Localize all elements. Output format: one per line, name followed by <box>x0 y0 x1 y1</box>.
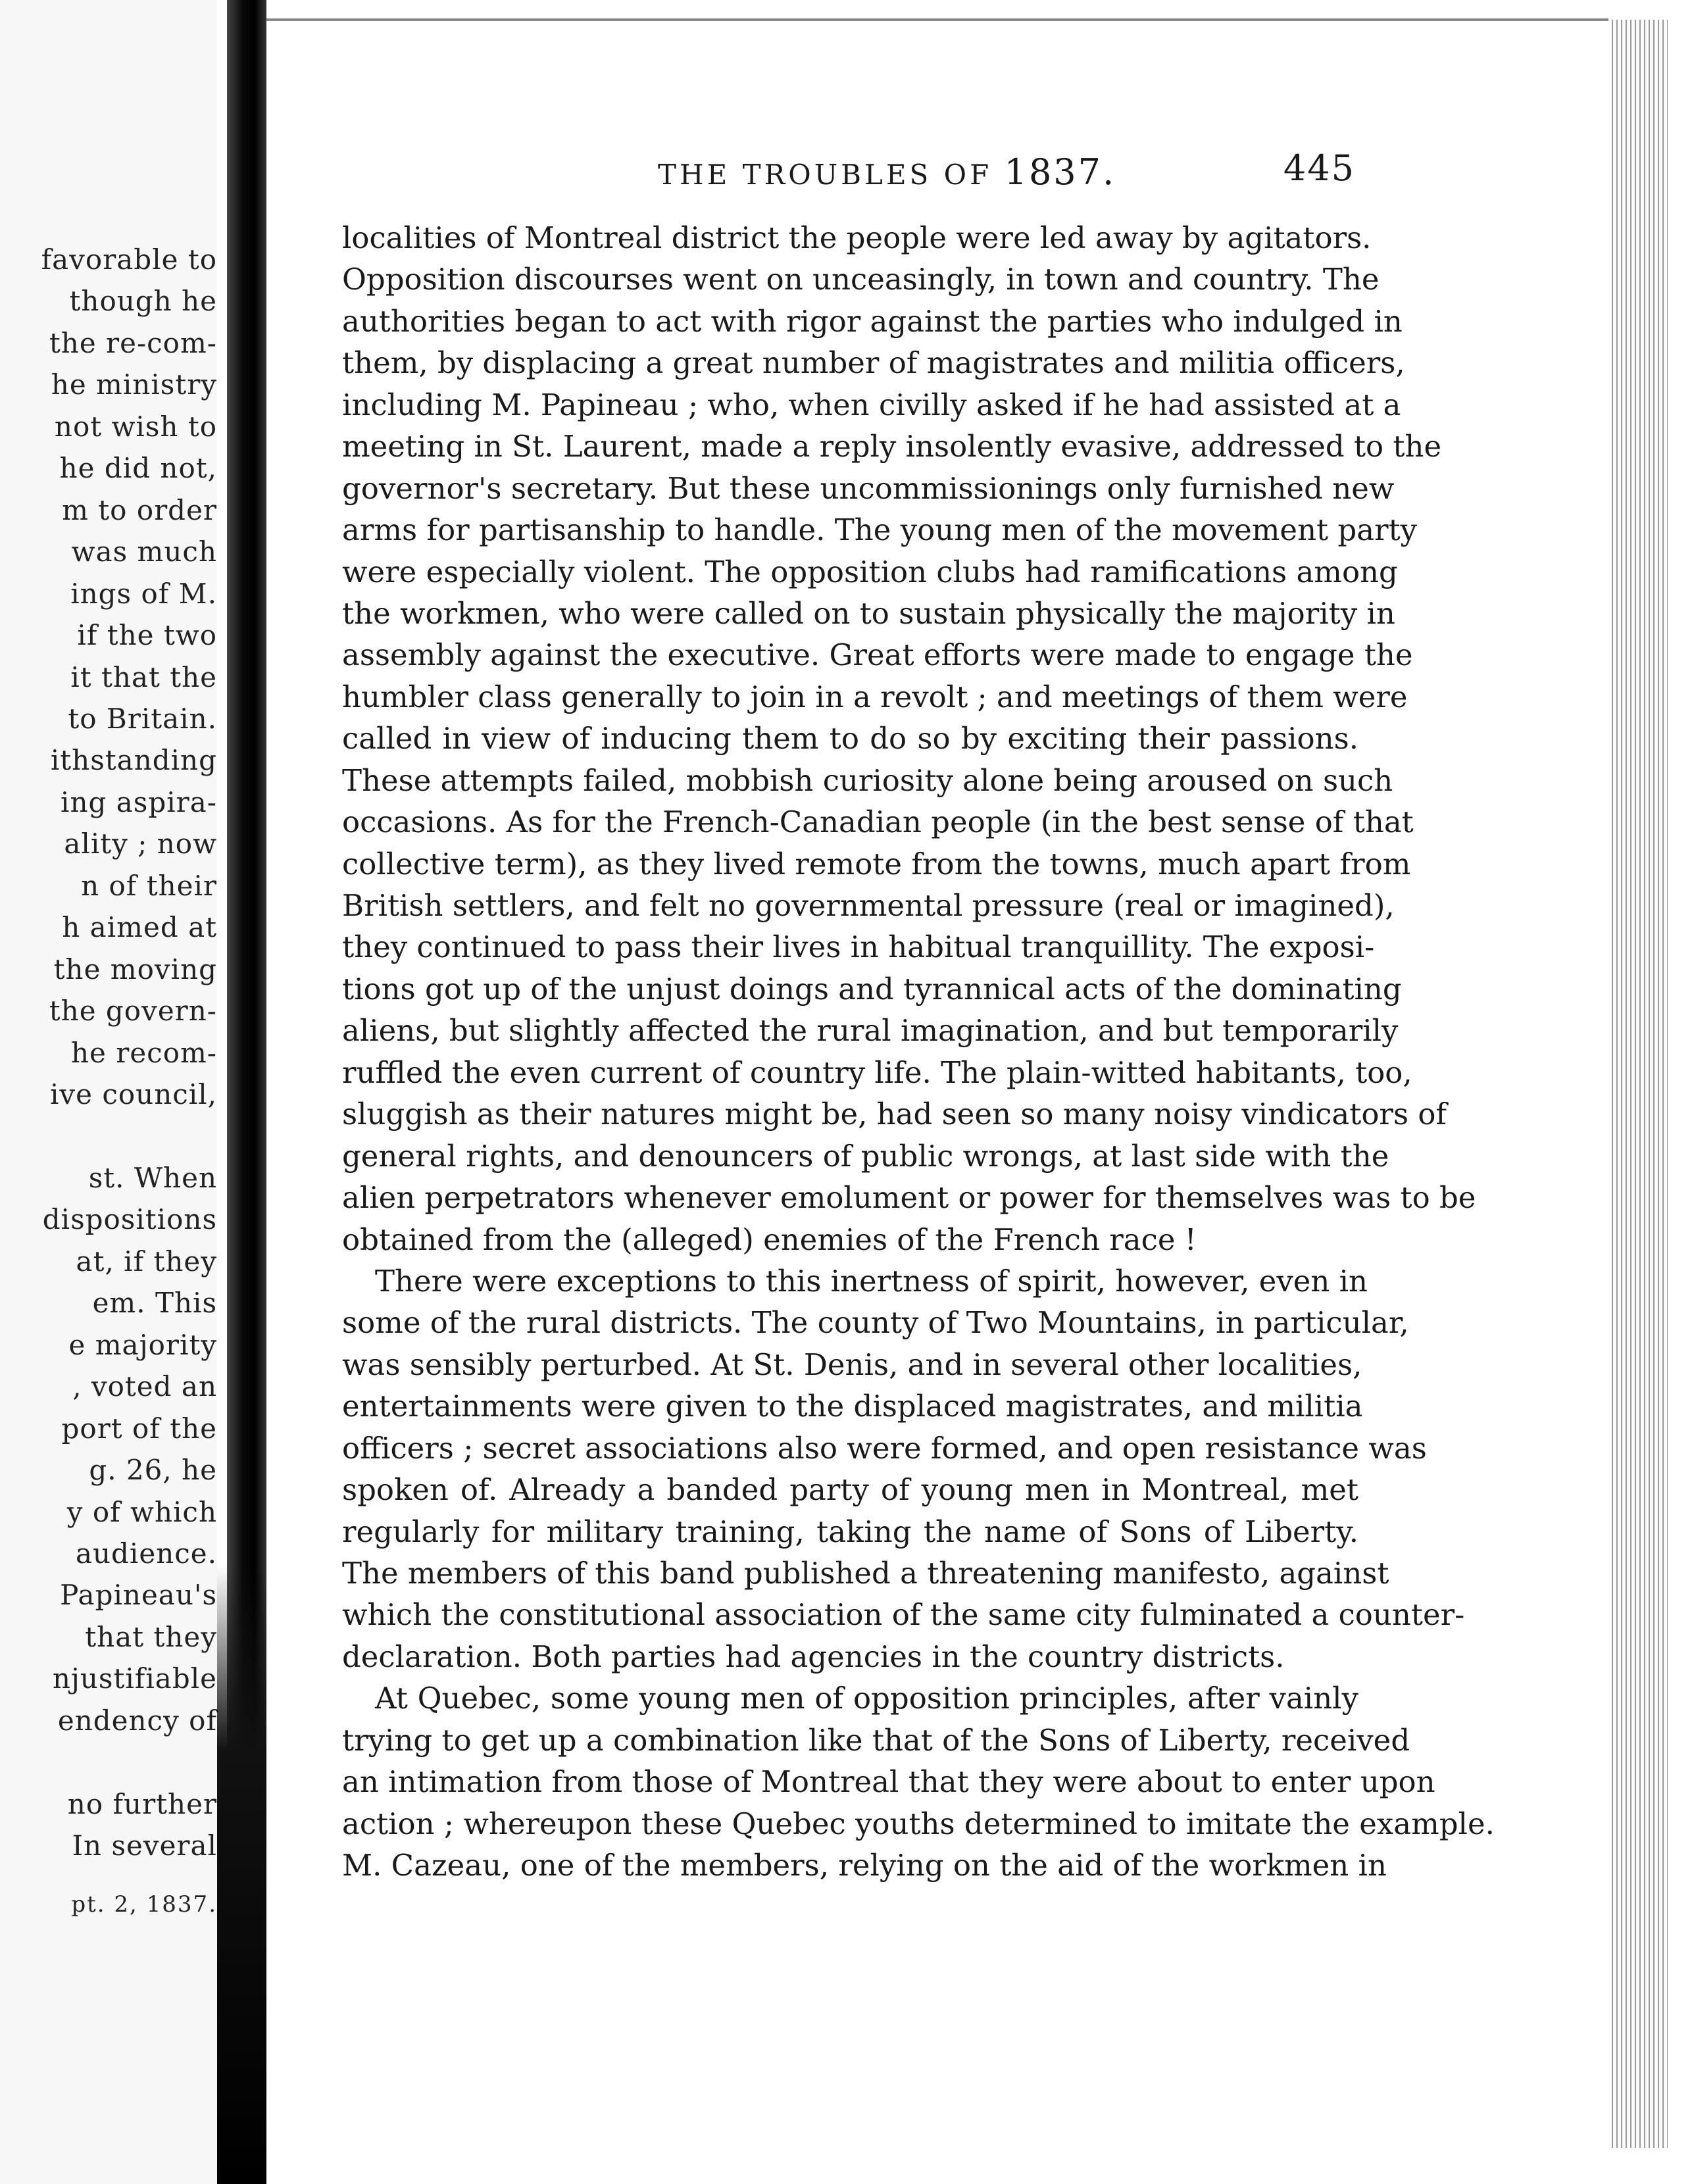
text-line: regularly for military training, taking the name of Sons of Liberty. <box>342 1514 1358 1549</box>
text-line: These attempts failed, mobbish curiosity alone being aroused on such <box>342 762 1393 798</box>
text-line: localities of Montreal district the people were led away by agitators. <box>342 220 1372 255</box>
facing-page-line: though he <box>69 285 217 318</box>
facing-page-line: Papineau's <box>60 1579 217 1612</box>
facing-page-line: ing aspira- <box>61 785 217 818</box>
facing-page-line: the moving <box>53 953 217 985</box>
text-line: officers ; secret associations also were formed, and open resistance was <box>342 1430 1427 1466</box>
text-line: meeting in St. Laurent, made a reply insolently evasive, addressed to the <box>342 429 1442 464</box>
facing-page-line: In several <box>72 1829 217 1862</box>
facing-page-line: dispositions <box>42 1203 217 1236</box>
text-line: ruffled the even current of country life. The plain-witted habitants, too, <box>342 1055 1412 1090</box>
facing-page-line: if the two <box>77 619 217 652</box>
text-line: There were exceptions to this inertness of spirit, however, even in <box>375 1263 1368 1299</box>
facing-page-line: ithstanding <box>50 744 217 777</box>
text-line: action ; whereupon these Quebec youths determined to imitate the example. <box>342 1806 1495 1841</box>
facing-page-fragment <box>0 0 217 2184</box>
text-line: they continued to pass their lives in habitual tranquillity. The exposi- <box>342 930 1375 965</box>
text-line: some of the rural districts. The county of Two Mountains, in particular, <box>342 1305 1409 1341</box>
text-line: which the constitutional association of the same city fulminated a counter- <box>342 1597 1465 1633</box>
facing-page-line: that they <box>85 1620 217 1653</box>
text-line: M. Cazeau, one of the members, relying on the aid of the workmen in <box>342 1848 1387 1883</box>
text-line: arms for partisanship to handle. The young men of the movement party <box>342 512 1418 548</box>
facing-page-line: not wish to <box>54 410 217 443</box>
facing-page-line: he did not, <box>59 452 217 485</box>
running-title-text: THE TROUBLES OF <box>658 159 993 191</box>
gutter-shadow <box>217 1566 266 2184</box>
text-line: collective term), as they lived remote from the towns, much apart from <box>342 846 1411 881</box>
facing-page-line: , voted an <box>72 1370 217 1403</box>
running-title-year: 1837. <box>1004 151 1116 193</box>
text-line: called in view of inducing them to do so by exciting their passions. <box>342 721 1358 757</box>
facing-page-line: e majority <box>68 1328 217 1361</box>
text-line: them, by displacing a great number of magistrates and militia officers, <box>342 345 1405 381</box>
text-line: were especially violent. The opposition clubs had ramifications among <box>342 554 1398 589</box>
facing-page-line: m to order <box>62 493 217 526</box>
facing-page-line: at, if they <box>76 1245 217 1278</box>
text-line: The members of this band published a threatening manifesto, against <box>342 1556 1389 1591</box>
facing-page-line: the re-com- <box>49 326 217 359</box>
text-line: obtained from the (alleged) enemies of the French race ! <box>342 1222 1197 1257</box>
text-line: aliens, but slightly affected the rural imagination, and but temporarily <box>342 1013 1399 1049</box>
facing-page-line: n of their <box>81 869 217 902</box>
text-line: an intimation from those of Montreal that they were about to enter upon <box>342 1764 1435 1800</box>
facing-page-line: endency of <box>57 1704 217 1737</box>
facing-page-line: em. This <box>92 1287 217 1320</box>
text-line: general rights, and denouncers of public wrongs, at last side with the <box>342 1138 1389 1174</box>
facing-page-line: was much <box>71 535 217 568</box>
facing-page-line: st. When <box>88 1161 217 1194</box>
facing-page-line: the govern- <box>49 995 217 1028</box>
facing-page-line: favorable to <box>41 243 217 276</box>
facing-page-line: h aimed at <box>62 911 217 944</box>
text-line: Opposition discourses went on unceasingly, in town and country. The <box>342 262 1380 297</box>
text-line: assembly against the executive. Great efforts were made to engage the <box>342 637 1413 673</box>
text-line: including M. Papineau ; who, when civilly asked if he had assisted at a <box>342 387 1401 422</box>
facing-page-line: no further <box>67 1787 217 1820</box>
facing-page-line: audience. <box>75 1537 217 1570</box>
facing-page-line: ings of M. <box>70 577 217 610</box>
text-line: tions got up of the unjust doings and tyrannical acts of the dominating <box>342 971 1402 1006</box>
facing-page-line: he ministry <box>51 368 217 401</box>
text-line: declaration. Both parties had agencies in the country districts. <box>342 1639 1285 1674</box>
running-title <box>658 151 1116 193</box>
text-line: alien perpetrators whenever emolument or power for themselves was to be <box>342 1180 1476 1216</box>
facing-page-line: he recom- <box>70 1036 217 1069</box>
text-line: trying to get up a combination like that of the Sons of Liberty, received <box>342 1722 1410 1758</box>
text-line: humbler class generally to join in a revolt ; and meetings of them were <box>342 679 1408 714</box>
text-line: authorities began to act with rigor against the parties who indulged in <box>342 303 1403 339</box>
facing-page-line: ive council, <box>49 1078 217 1110</box>
body-text <box>342 217 1495 1887</box>
text-line: governor's secretary. But these uncommissionings only furnished new <box>342 470 1395 506</box>
text-line: At Quebec, some young men of opposition principles, after vainly <box>375 1681 1358 1716</box>
text-line: was sensibly perturbed. At St. Denis, and in several other localities, <box>342 1347 1362 1382</box>
text-line: entertainments were given to the displaced magistrates, and militia <box>342 1389 1363 1424</box>
facing-page-line: to Britain. <box>68 702 217 735</box>
text-line: occasions. As for the French-Canadian people (in the best sense of that <box>342 805 1414 840</box>
facing-page-line: g. 26, he <box>89 1454 217 1487</box>
page-number: 445 <box>1283 147 1355 189</box>
facing-page-line: y of which <box>66 1495 217 1528</box>
facing-page-line: njustifiable <box>52 1662 217 1695</box>
paragraph <box>342 1677 1495 1886</box>
text-line: British settlers, and felt no governmental pressure (real or imagined), <box>342 888 1395 923</box>
facing-page-line: ality ; now <box>64 828 217 860</box>
running-head <box>658 147 1355 197</box>
facing-page-footnote: pt. 2, 1837. <box>71 1891 217 1918</box>
text-line: sluggish as their natures might be, had seen so many noisy vindicators of <box>342 1097 1447 1132</box>
text-line: the workmen, who were called on to sustain physically the majority in <box>342 595 1395 631</box>
facing-page-line: port of the <box>61 1412 217 1445</box>
paragraph <box>342 1260 1465 1677</box>
paragraph <box>342 217 1476 1260</box>
facing-page-line: it that the <box>70 660 217 693</box>
text-line: spoken of. Already a banded party of young men in Montreal, met <box>342 1472 1358 1508</box>
page-edges <box>1608 20 1668 2148</box>
